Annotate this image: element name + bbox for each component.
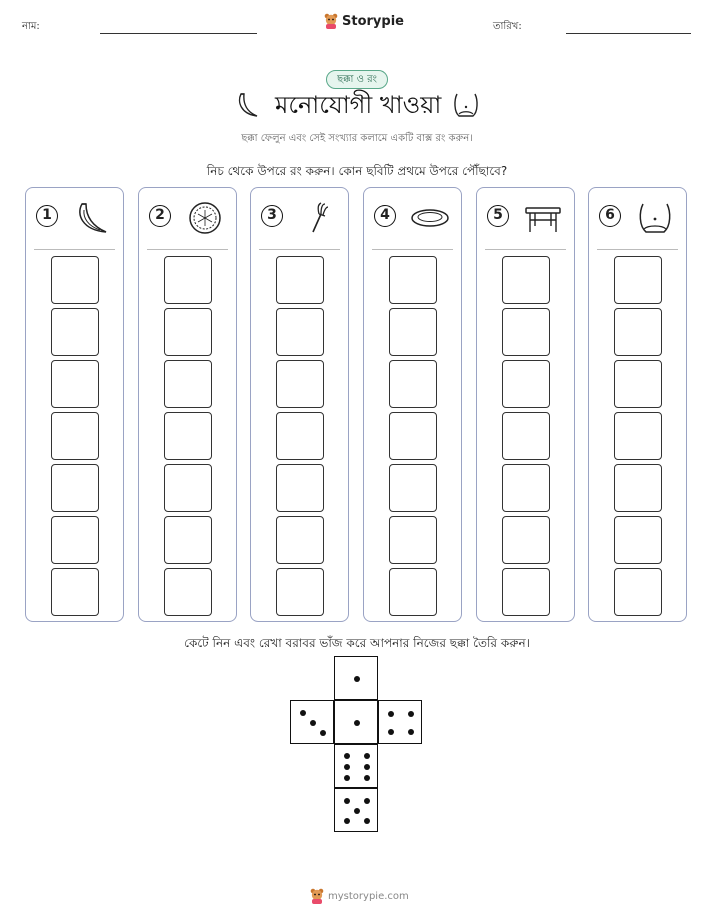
- dice-pip: [354, 808, 360, 814]
- belly-icon: [451, 90, 481, 120]
- dice-pip: [344, 764, 350, 770]
- column-5: [476, 187, 575, 622]
- column-number: 3: [261, 205, 283, 227]
- color-box[interactable]: [276, 360, 324, 408]
- dice-pip: [344, 775, 350, 781]
- pie-icon: [183, 200, 227, 236]
- cut-instruction-wrap: [0, 632, 714, 655]
- color-box[interactable]: [502, 256, 550, 304]
- footer: [310, 888, 409, 904]
- column-6: [588, 187, 687, 622]
- color-box[interactable]: [164, 360, 212, 408]
- badge-wrap: [0, 67, 714, 87]
- dice-pip: [344, 753, 350, 759]
- column-3: [250, 187, 349, 622]
- table-icon: [521, 200, 565, 236]
- column-4: [363, 187, 462, 622]
- color-box[interactable]: [389, 464, 437, 512]
- dice-face-5: [334, 788, 378, 832]
- banana-icon: [233, 90, 263, 120]
- dice-pip: [344, 798, 350, 804]
- dice-face-1: [334, 656, 378, 700]
- dice-face-3: [290, 700, 334, 744]
- banana-icon: [70, 200, 114, 236]
- dice-pip: [344, 818, 350, 824]
- color-box[interactable]: [389, 360, 437, 408]
- column-divider: [259, 249, 340, 250]
- color-box[interactable]: [51, 360, 99, 408]
- color-box[interactable]: [389, 412, 437, 460]
- dice-face-4: [378, 700, 422, 744]
- color-box[interactable]: [51, 412, 99, 460]
- color-box[interactable]: [51, 568, 99, 616]
- color-box[interactable]: [164, 412, 212, 460]
- column-number: 6: [599, 205, 621, 227]
- logo: [324, 13, 404, 29]
- color-box[interactable]: [276, 412, 324, 460]
- color-box[interactable]: [164, 308, 212, 356]
- logo-text: Storypie: [342, 13, 404, 29]
- color-box[interactable]: [164, 256, 212, 304]
- color-box[interactable]: [164, 568, 212, 616]
- dice-pip: [364, 775, 370, 781]
- color-box[interactable]: [389, 516, 437, 564]
- color-box[interactable]: [51, 308, 99, 356]
- date-label: তারিখ:: [493, 21, 522, 32]
- color-box[interactable]: [614, 256, 662, 304]
- name-line[interactable]: [100, 33, 257, 34]
- color-box[interactable]: [276, 308, 324, 356]
- dice-pip: [354, 720, 360, 726]
- column-divider: [485, 249, 566, 250]
- color-box[interactable]: [389, 256, 437, 304]
- color-box[interactable]: [51, 256, 99, 304]
- color-box[interactable]: [276, 464, 324, 512]
- column-divider: [147, 249, 228, 250]
- color-box[interactable]: [614, 360, 662, 408]
- color-box[interactable]: [614, 464, 662, 512]
- bear-icon: [324, 13, 338, 29]
- dice-pip: [364, 818, 370, 824]
- dice-face-6: [334, 744, 378, 788]
- footer-url: mystorypie.com: [328, 890, 409, 902]
- cut-instruction: কেটে নিন এবং রেখা বরাবর ভাঁজ করে আপনার নিজের ছক্কা তৈরি করুন।: [184, 636, 530, 650]
- color-box[interactable]: [276, 568, 324, 616]
- color-box[interactable]: [389, 308, 437, 356]
- color-box[interactable]: [276, 256, 324, 304]
- dice-pip: [310, 720, 316, 726]
- color-box[interactable]: [502, 412, 550, 460]
- color-box[interactable]: [51, 464, 99, 512]
- dice-pip: [364, 764, 370, 770]
- color-box[interactable]: [614, 568, 662, 616]
- color-box[interactable]: [614, 516, 662, 564]
- dice-pip: [388, 711, 394, 717]
- color-box[interactable]: [502, 516, 550, 564]
- instruction-wrap: [0, 160, 714, 183]
- color-box[interactable]: [502, 308, 550, 356]
- page-title: মনোযোগী খাওয়া: [275, 91, 442, 119]
- column-number: 5: [487, 205, 509, 227]
- dice-pip: [364, 753, 370, 759]
- dice-pip: [408, 711, 414, 717]
- color-box[interactable]: [389, 568, 437, 616]
- dice-pip: [388, 729, 394, 735]
- instruction: নিচ থেকে উপরে রং করুন। কোন ছবিটি প্রথমে উপরে পৌঁছাবে?: [206, 164, 508, 178]
- column-divider: [597, 249, 678, 250]
- column-number: 2: [149, 205, 171, 227]
- belly-icon: [633, 200, 677, 236]
- name-label: নাম:: [22, 21, 40, 32]
- date-line[interactable]: [566, 33, 691, 34]
- color-box[interactable]: [276, 516, 324, 564]
- color-box[interactable]: [502, 360, 550, 408]
- column-number: 4: [374, 205, 396, 227]
- color-box[interactable]: [51, 516, 99, 564]
- dice-pip: [408, 729, 414, 735]
- color-box[interactable]: [502, 568, 550, 616]
- subtitle: ছক্কা ফেলুন এবং সেই সংখ্যার কলামে একটি বাক্স রং করুন।: [241, 133, 473, 144]
- dice-face-1: [334, 700, 378, 744]
- fork-icon: [295, 200, 339, 236]
- color-box[interactable]: [614, 308, 662, 356]
- subtitle-wrap: [0, 126, 714, 148]
- column-2: [138, 187, 237, 622]
- column-1: [25, 187, 124, 622]
- column-number: 1: [36, 205, 58, 227]
- column-divider: [34, 249, 115, 250]
- dice-pip: [364, 798, 370, 804]
- color-box[interactable]: [614, 412, 662, 460]
- color-box[interactable]: [502, 464, 550, 512]
- plate-icon: [408, 200, 452, 236]
- dice-pip: [300, 710, 306, 716]
- dice-pip: [354, 676, 360, 682]
- column-divider: [372, 249, 453, 250]
- dice-pip: [320, 730, 326, 736]
- game-type-badge: ছক্কা ও রং: [326, 70, 388, 89]
- color-box[interactable]: [164, 516, 212, 564]
- bear-icon: [310, 888, 324, 904]
- color-box[interactable]: [164, 464, 212, 512]
